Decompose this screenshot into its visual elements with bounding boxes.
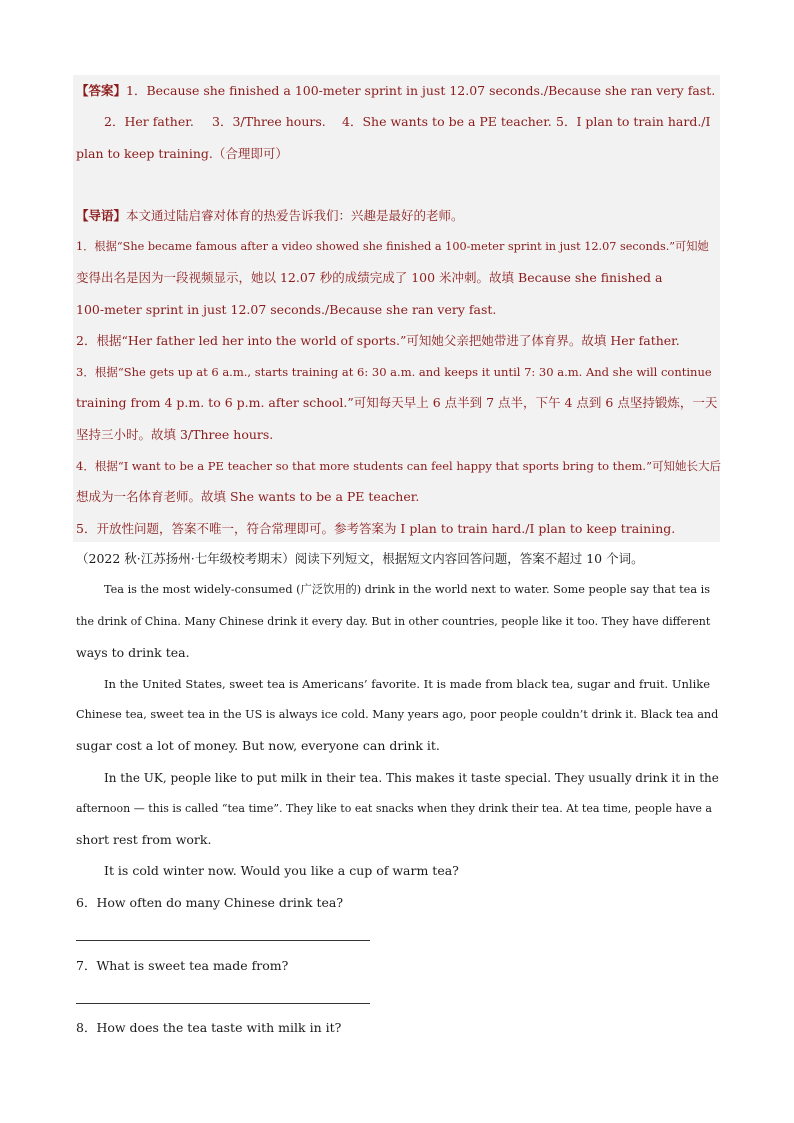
passage-line: In the United States, sweet tea is Americans’ favorite. It is made from black tea, sugar and fruit. Unlike	[104, 677, 711, 691]
passage-line: afternoon — this is called “tea time”. They like to eat snacks when they drink their tea. At tea time, people have a	[76, 802, 712, 815]
answer-tag: 【答案】	[76, 83, 127, 98]
guide-line: 想成为一名体育老师。故填 She wants to be a PE teacher.	[76, 489, 420, 504]
passage-line: short rest from work.	[76, 832, 212, 847]
answer-line-1	[76, 83, 715, 99]
passage-instruction: （2022 秋·江苏扬州·七年级校考期末）阅读下列短文，根据短文内容回答问题，答案不超过 10 个词。	[76, 551, 644, 566]
answer-4: 4．She wants to be a PE teacher.	[342, 114, 552, 129]
answer-blank-7[interactable]	[76, 1003, 370, 1004]
guide-line: 4．根据“I want to be a PE teacher so that more students can feel happy that sports bring to them.”可知她长大后	[76, 459, 721, 473]
passage-line: Tea is the most widely-consumed (广泛饮用的) drink in the world next to water. Some people say that tea is	[104, 583, 710, 596]
answer-1: 1．Because she finished a 100-meter sprint in just 12.07 seconds./Because she ran very fast.	[126, 83, 716, 98]
passage-line: ways to drink tea.	[76, 645, 190, 660]
question-7: 7．What is sweet tea made from?	[76, 958, 289, 973]
guide-line: 坚持三小时。故填 3/Three hours.	[76, 427, 274, 442]
answer-2: 2．Her father.	[104, 114, 194, 129]
guide-line: 100-meter sprint in just 12.07 seconds./Because she ran very fast.	[76, 302, 497, 317]
answer-5-cont: plan to keep training.（合理即可）	[76, 146, 288, 161]
question-6: 6．How often do many Chinese drink tea?	[76, 895, 344, 910]
guide-line: 2．根据“Her father led her into the world of sports.”可知她父亲把她带进了体育界。故填 Her father.	[76, 333, 680, 348]
passage-line: In the UK, people like to put milk in their tea. This makes it taste special. They usually drink it in the	[104, 771, 719, 785]
answer-3: 3．3/Three hours.	[212, 114, 326, 129]
answer-5: 5．I plan to train hard./I	[556, 114, 711, 129]
guide-intro-line	[76, 208, 464, 224]
guide-line: 3．根据“She gets up at 6 a.m., starts training at 6: 30 a.m. and keeps it until 7: 30 a.m. And she will continue	[76, 365, 712, 379]
guide-intro: 本文通过陆启睿对体育的热爱告诉我们：兴趣是最好的老师。	[126, 208, 464, 223]
passage-line: the drink of China. Many Chinese drink it every day. But in other countries, people like it too. They have different	[76, 615, 711, 628]
passage-line: It is cold winter now. Would you like a cup of warm tea?	[104, 863, 459, 878]
guide-line: training from 4 p.m. to 6 p.m. after school.”可知每天早上 6 点半到 7 点半，下午 4 点到 6 点坚持锻炼，一天	[76, 395, 718, 410]
passage-line: Chinese tea, sweet tea in the US is always ice cold. Many years ago, poor people couldn’t drink it. Black tea and	[76, 708, 719, 721]
guide-line: 1．根据“She became famous after a video showed she finished a 100-meter sprint in just 12.07 seconds.”可知她	[76, 240, 709, 253]
question-8: 8．How does the tea taste with milk in it?	[76, 1020, 342, 1035]
guide-line: 变得出名是因为一段视频显示，她以 12.07 秒的成绩完成了 100 米冲刺。故填 Because she finished a	[76, 270, 663, 285]
passage-line: sugar cost a lot of money. But now, everyone can drink it.	[76, 738, 440, 753]
guide-tag: 【导语】	[76, 208, 127, 223]
answer-blank-6[interactable]	[76, 940, 370, 941]
guide-line: 5．开放性问题，答案不唯一，符合常理即可。参考答案为 I plan to train hard./I plan to keep training.	[76, 521, 676, 536]
